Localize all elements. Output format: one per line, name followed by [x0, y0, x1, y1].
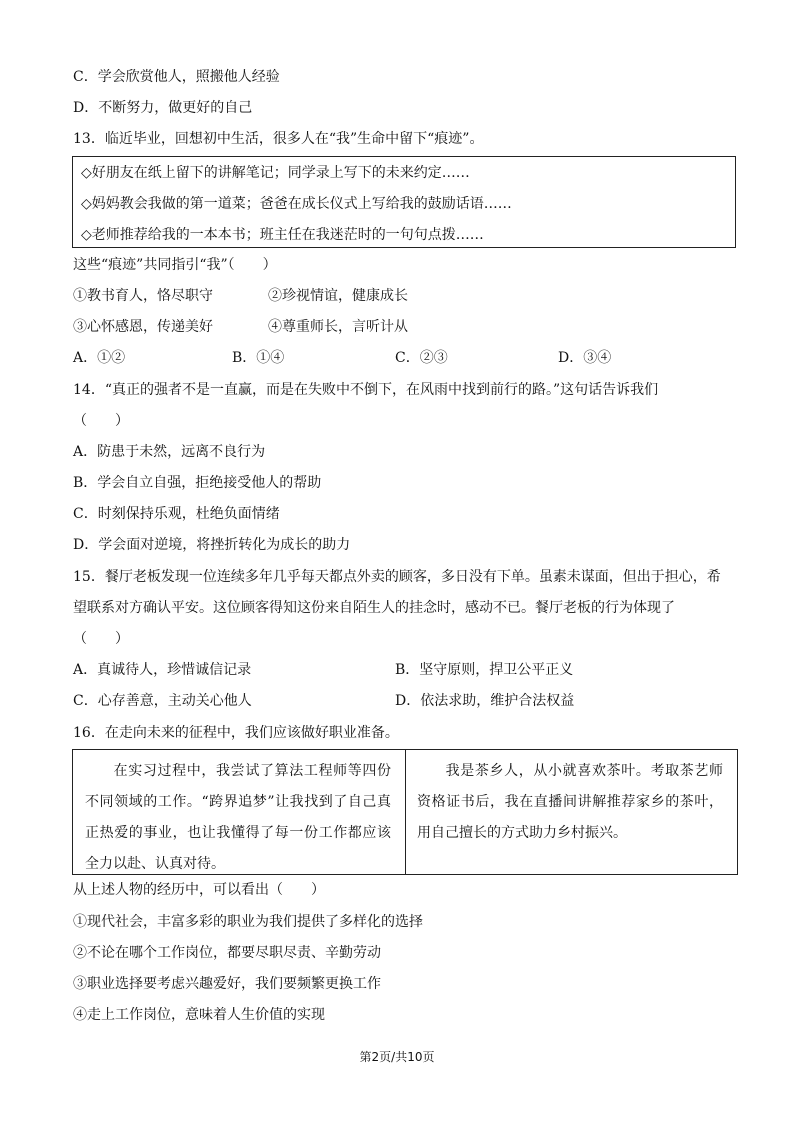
page-footer: 第2页/共10页 [359, 1050, 435, 1064]
q16-table-divider [405, 750, 406, 874]
q16-item: ①现代社会，丰富多彩的职业为我们提供了多样化的选择 [73, 914, 423, 930]
q15-option-c: C．心存善意，主动关心他人 [73, 693, 252, 709]
q13-item: ①教书育人，恪尽职守 [73, 288, 213, 304]
q14-option-b: B．学会自立自强，拒绝接受他人的帮助 [73, 475, 322, 491]
q16-item: ②不论在哪个工作岗位，都要尽职尽责、辛勤劳动 [73, 945, 381, 961]
q16-ask: 从上述人物的经历中，可以看出（ ） [73, 882, 325, 898]
q15-stem-line2: 望联系对方确认平安。这位顾客得知这份来自陌生人的挂念时，感动不已。餐厅老板的行为体现了 [73, 600, 675, 616]
q16-right-text: 我是茶乡人，从小就喜欢茶叶。考取茶艺师资格证书后，我在直播间讲解推荐家乡的茶叶，用自己擅长的方式助力乡村振兴。 [417, 763, 723, 841]
q15-option-d: D．依法求助，维护合法权益 [395, 693, 575, 709]
q15-paren: （ ） [73, 631, 129, 647]
q12-option-c: C．学会欣赏他人，照搬他人经验 [73, 69, 280, 85]
q14-option-d: D．学会面对逆境，将挫折转化为成长的助力 [73, 537, 351, 553]
q13-item: ②珍视情谊，健康成长 [268, 288, 408, 304]
q13-material-box [72, 156, 736, 248]
q13-stem: 13．临近毕业，回想初中生活，很多人在“我”生命中留下“痕迹”。 [73, 131, 484, 147]
q12-option-d: D．不断努力，做更好的自己 [73, 100, 253, 116]
q14-option-c: C．时刻保持乐观，杜绝负面情绪 [73, 506, 280, 522]
q16-left-text: 在实习过程中，我尝试了算法工程师等四份不同领域的工作。“跨界追梦”让我找到了自己真正热爱的事业，也让我懂得了每一份工作都应该全力以赴、认真对待。 [85, 763, 391, 872]
q16-item: ④走上工作岗位，意味着人生价值的实现 [73, 1007, 325, 1023]
q15-option-b: B．坚守原则，捍卫公平正义 [395, 662, 574, 678]
q13-ask: 这些“痕迹”共同指引“我”（ ） [73, 257, 277, 273]
q16-stem: 16．在走向未来的征程中，我们应该做好职业准备。 [73, 725, 399, 741]
q15-stem-line1: 15．餐厅老板发现一位连续多年几乎每天都点外卖的顾客，多日没有下单。虽素未谋面，但出于担心，希 [73, 569, 721, 585]
q16-left-cell [85, 756, 391, 880]
q13-item: ④尊重师长，言听计从 [268, 319, 408, 335]
q16-item: ③职业选择要考虑兴趣爱好，我们要频繁更换工作 [73, 976, 381, 992]
q16-material-table [72, 749, 738, 875]
q13-box-line: ◇老师推荐给我的一本本书；班主任在我迷茫时的一句句点拨…… [81, 227, 484, 243]
q16-right-cell [417, 756, 723, 849]
q14-option-a: A．防患于未然，远离不良行为 [73, 444, 266, 460]
q13-item: ③心怀感恩，传递美好 [73, 319, 213, 335]
q14-paren: （ ） [73, 413, 129, 429]
q14-stem: 14．“真正的强者不是一直赢，而是在失败中不倒下，在风雨中找到前行的路。”这句话告诉我们 [73, 382, 659, 398]
q13-option-a: A．①② [73, 350, 126, 366]
q13-box-line: ◇妈妈教会我做的第一道菜；爸爸在成长仪式上写给我的鼓励话语…… [81, 196, 512, 212]
q13-option-d: D．③④ [558, 350, 612, 366]
q13-option-b: B．①④ [232, 350, 285, 366]
q15-option-a: A．真诚待人，珍惜诚信记录 [73, 662, 252, 678]
q13-box-line: ◇好朋友在纸上留下的讲解笔记；同学录上写下的未来约定…… [81, 165, 470, 181]
q13-option-c: C．②③ [395, 350, 448, 366]
